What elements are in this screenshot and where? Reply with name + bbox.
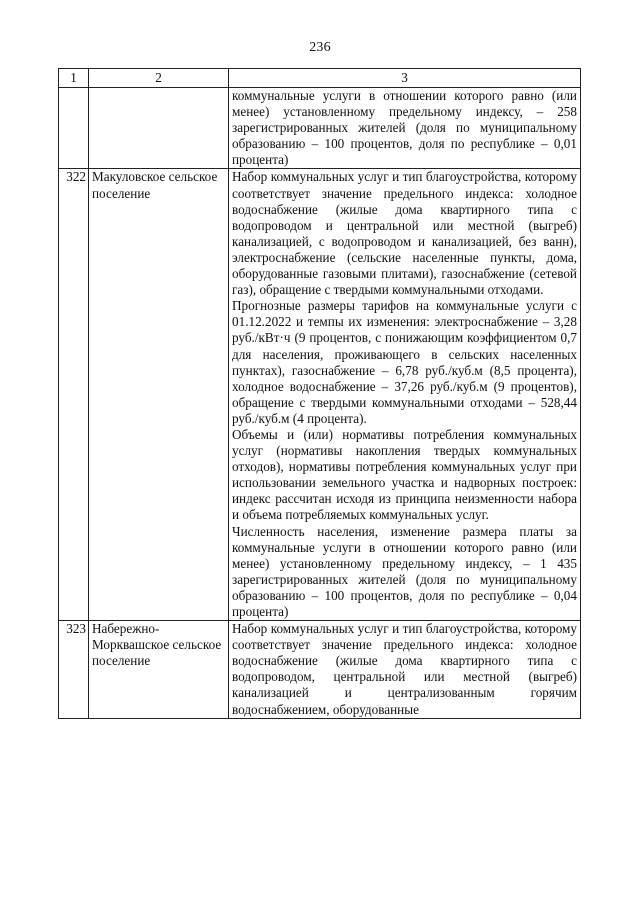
description-cell <box>229 88 581 169</box>
column-header: 1 <box>59 69 89 88</box>
description-cell <box>229 169 581 621</box>
row-number <box>59 88 89 169</box>
description-paragraph: коммунальные услуги в отношении которого равно (или менее) установленному предельному индексу, – 258 зарегистрированных жителей (доля по муниципальному образованию – 100 процентов, доля по республике – 0,01 процента) <box>232 88 577 168</box>
column-header: 3 <box>229 69 581 88</box>
table-row <box>59 88 581 169</box>
row-number: 322 <box>59 169 89 621</box>
table-row <box>59 169 581 621</box>
settlement-name: Набережно-Морквашское сельское поселение <box>89 621 229 719</box>
row-number: 323 <box>59 621 89 719</box>
table-header-row <box>59 69 581 88</box>
table-row <box>59 621 581 719</box>
data-table <box>58 68 581 719</box>
settlement-name: Макуловское сельское поселение <box>89 169 229 621</box>
description-paragraph: Прогнозные размеры тарифов на коммунальные услуги с 01.12.2022 и темпы их изменения: электроснабжение – 3,28 руб./кВт·ч (9 процентов, с понижающим коэффициентом 0,7 для населения, проживающего в сельских населенных пунктах), газоснабжение – 6,78 руб./куб.м (8,5 процента), холодное водоснабжение – 37,26 руб./куб.м (9 процентов), обращение с твердыми коммунальными отходами – 528,44 руб./куб.м (4 процента). <box>232 298 577 426</box>
description-paragraph: Численность населения, изменение размера платы за коммунальные услуги в отношении которого равно (или менее) установленному предельному индексу, – 1 435 зарегистрированных жителей (доля по муниципальному образованию – 100 процентов, доля по республике – 0,04 процента) <box>232 523 577 619</box>
page-number: 236 <box>309 40 331 55</box>
description-cell <box>229 621 581 719</box>
description-paragraph: Набор коммунальных услуг и тип благоустройства, которому соответствует значение предельного индекса: холодное водоснабжение (жилые дома квартирного типа с водопроводом, центральной или местной (выгреб) канализацией и централизованным горячим водоснабжением, оборудованные <box>232 621 577 717</box>
column-header: 2 <box>89 69 229 88</box>
description-paragraph: Объемы и (или) нормативы потребления коммунальных услуг (нормативы накопления твердых коммунальных отходов), нормативы потребления коммунальных услуг при использовании земельного участка и надворных построек: индекс рассчитан исходя из принципа неизменности набора и объема потребляемых коммунальных услуг. <box>232 426 577 523</box>
description-paragraph: Набор коммунальных услуг и тип благоустройства, которому соответствует значение предельного индекса: холодное водоснабжение (жилые дома квартирного типа с водопроводом и центральной или местной (выгреб) канализацией, с водопроводом и канализацией, без ванн), электроснабжение (сельские населенные пункты, дома, оборудованные газовыми плитами), газоснабжение (сетевой газ), обращение с твердыми коммунальными отходами. <box>232 169 577 298</box>
settlement-name <box>89 88 229 169</box>
